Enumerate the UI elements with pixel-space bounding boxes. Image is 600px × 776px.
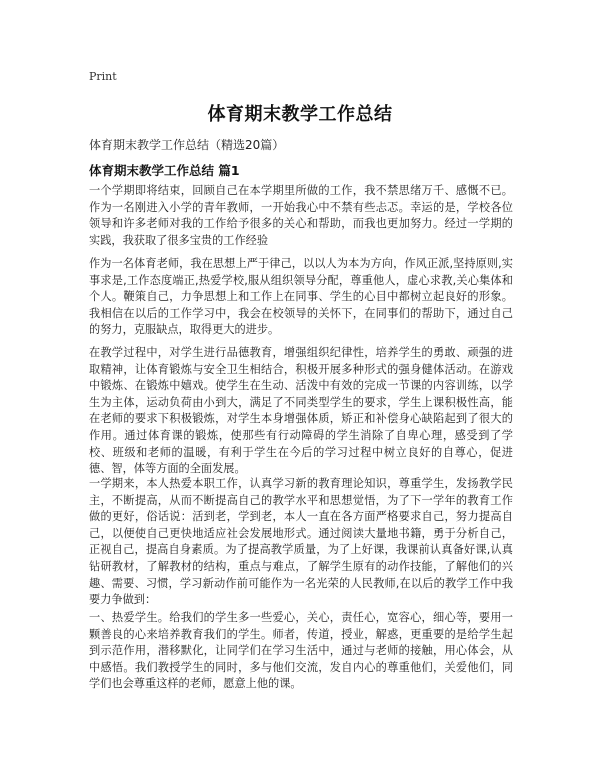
section-heading: 体育期末教学工作总结 篇1 bbox=[89, 163, 240, 178]
paragraph: 一个学期即将结束，回顾自己在本学期里所做的工作，我不禁思绪万千、感慨不已。作为一名刚进入小学的青年教师，一开始我心中不禁有些忐忑。幸运的是，学校各位领导和许多老师对我的工作给予很多的关心和帮助，而我也更加努力。经过一学期的实践，我获取了很多宝贵的工作经验 bbox=[89, 184, 513, 247]
document-subtitle: 体育期末教学工作总结（精选20篇） bbox=[89, 138, 285, 152]
print-link[interactable]: Print bbox=[89, 70, 117, 83]
page-title: 体育期末教学工作总结 bbox=[207, 104, 393, 125]
paragraph: 作为一名体育老师，我在思想上严于律己，以以人为本为方向，作风正派,坚持原则,实事求是,工作态度端正,热爱学校,服从组织领导分配，尊重他人，虚心求教,关心集体和个人。鞭策自己，力争思想上和工作上在同事、学生的心目中都树立起良好的形象。我相信在以后的工作学习中，我会在校领导的关怀下，在同事们的帮助下，通过自己的努力，克服缺点，取得更大的进步。 bbox=[89, 257, 513, 337]
paragraph: 一、热爱学生。给我们的学生多一些爱心，关心，责任心，宽容心，细心等，要用一颗善良的心来培养教育我们的学生。师者，传道，授业，解惑，更重要的是给学生起到示范作用，潜移默化，让同学们在学习生活中，通过与老师的接触，用心体会，从中感悟。我们教授学生的同时，多与他们交流，发自内心的尊重他们，关爱他们，同学们也会尊重这样的老师，愿意上他的课。 bbox=[89, 611, 513, 691]
paragraph: 在教学过程中，对学生进行品德教育，增强组织纪律性，培养学生的勇敢、顽强的进取精神，让体育锻炼与安全卫生相结合，积极开展多种形式的强身健体活动。在游戏中锻炼、在锻炼中嬉戏。使学生在生动、活泼中有效的完成一节课的内容训练，以学生为主体，运动负荷由小到大，满足了不同类型学生的要求，学生上课积极性高，能在老师的要求下积极锻炼，对学生本身增强体质，矫正和补偿身心缺陷起到了很大的作用。通过体育课的锻炼，使那些有行动障碍的学生消除了自卑心理，感受到了学校、班级和老师的温暖，有利于学生在今后的学习过程中树立良好的自尊心，促进德、智，体等方面的全面发展。 bbox=[89, 346, 513, 476]
paragraph: 一学期来，本人热爱本职工作，认真学习新的教育理论知识，尊重学生，发扬教学民主，不断提高，从而不断提高自己的教学水平和思想觉悟，为了下一学年的教育工作做的更好，俗话说：活到老，学到老，本人一直在各方面严格要求自己，努力提高自己，以便使自己更快地适应社会发展地形式。通过阅读大量地书籍，勇于分析自己，正视自己，提高自身素质。为了提高教学质量，为了上好课，我课前认真备好课,认真钻研教材，了解教材的结构，重点与难点，了解学生原有的动作技能，了解他们的兴趣、需要、习惯，学习新动作前可能作为一名光荣的人民教师,在以后的教学工作中我要力争做到： bbox=[89, 477, 513, 607]
